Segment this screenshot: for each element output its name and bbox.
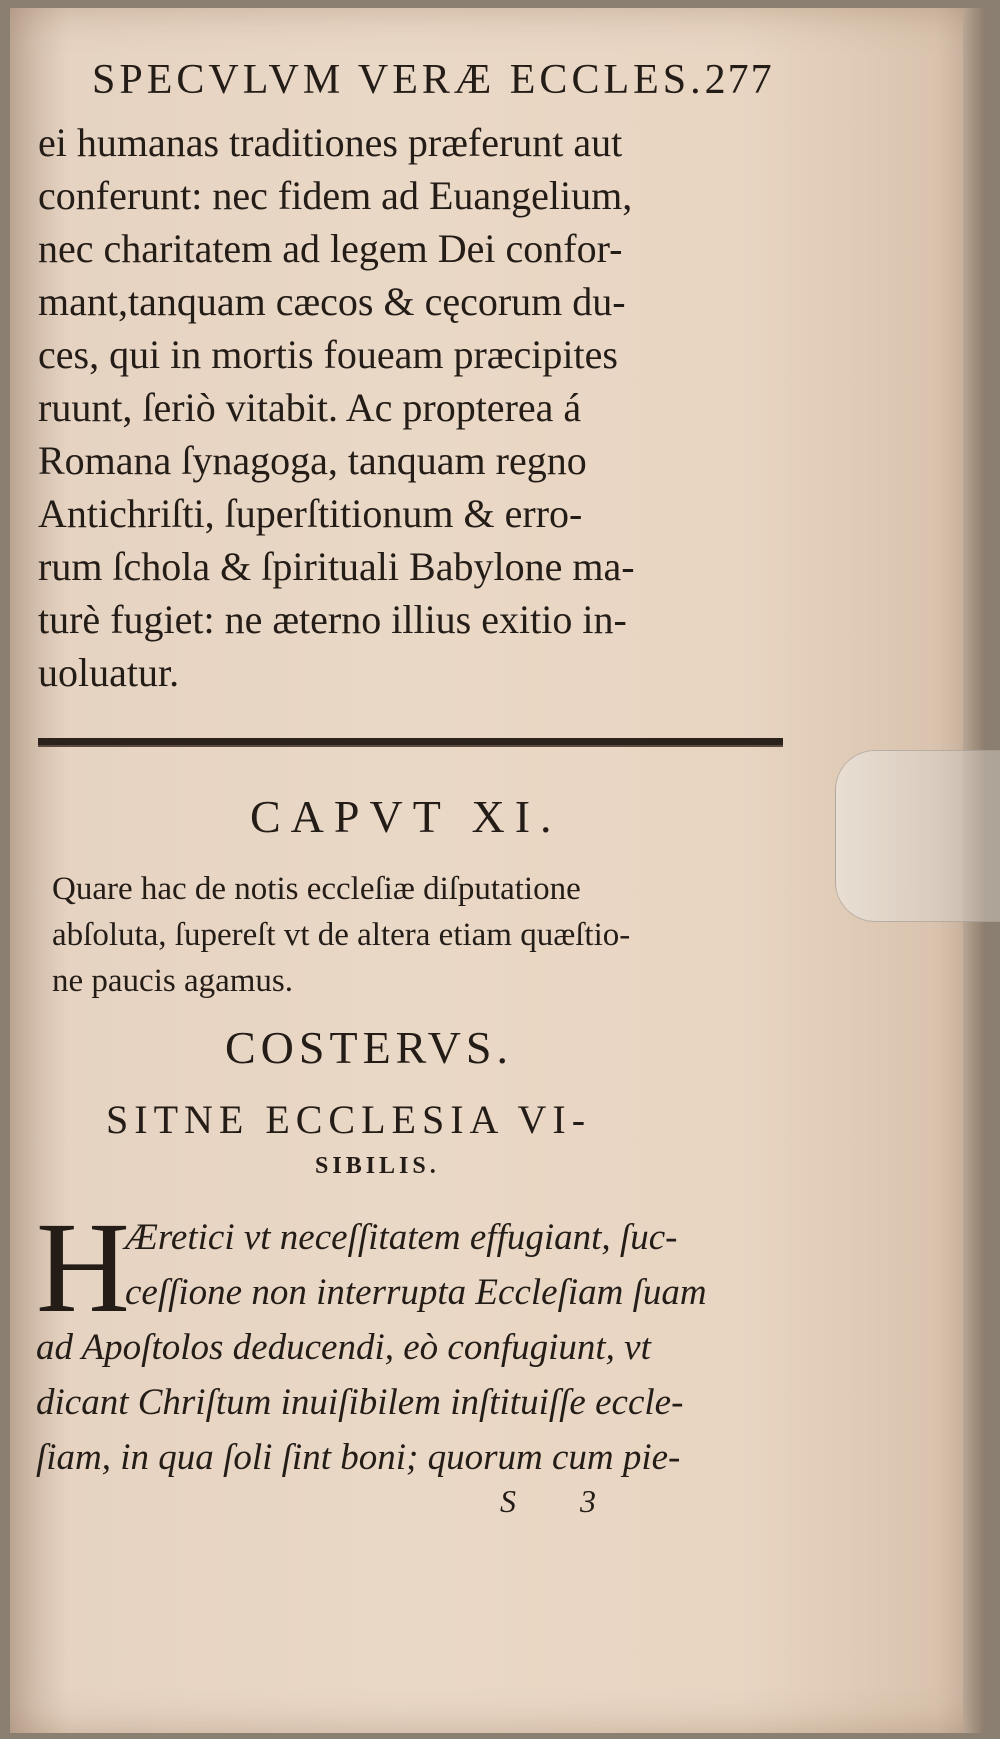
- italic-line: ad Apoſtolos deducendi, eò confugiunt, vt: [36, 1327, 651, 1368]
- body-line: rum ſchola & ſpirituali Babylone ma-: [38, 544, 635, 589]
- speaker-heading: COSTERVS.: [225, 1022, 513, 1073]
- body-line: turè fugiet: ne æterno illius exitio in-: [38, 597, 627, 642]
- summary-line: Quare hac de notis eccleſiæ diſputatione: [52, 871, 581, 907]
- running-head-title: SPECVLVM VERÆ ECCLES.: [92, 57, 705, 103]
- running-head: [92, 56, 774, 104]
- body-line: uoluatur.: [38, 650, 180, 695]
- italic-line: Æretici vt neceſſitatem effugiant, ſuc-: [125, 1217, 678, 1258]
- body-line: conferunt: nec fidem ad Euangelium,: [38, 173, 633, 218]
- drop-capital: H: [36, 1196, 130, 1340]
- summary-line: ne paucis agamus.: [52, 963, 294, 999]
- body-line: ei humanas traditiones præferunt aut: [38, 120, 623, 165]
- body-line: mant,tanquam cæcos & cęcorum du-: [38, 279, 626, 324]
- question-heading: SITNE ECCLESIA VI-: [106, 1097, 592, 1142]
- body-line: ruunt, ſeriò vitabit. Ac propterea á: [38, 385, 582, 430]
- body-line: Antichriſti, ſuperſtitionum & erro-: [38, 491, 583, 536]
- signature-mark: S 3: [500, 1483, 624, 1519]
- page-number: 277: [704, 57, 774, 103]
- chapter-heading: CAPVT XI.: [250, 791, 562, 842]
- question-heading-continued: SIBILIS.: [315, 1153, 440, 1179]
- italic-line: ceſſione non interrupta Eccleſiam ſuam: [125, 1272, 707, 1313]
- italic-line: dicant Chriſtum inuiſibilem inſtituiſſe eccle-: [36, 1382, 684, 1423]
- body-line: ces, qui in mortis foueam præcipites: [38, 332, 618, 377]
- summary-line: abſoluta, ſupereſt vt de altera etiam quæſtio-: [52, 917, 631, 953]
- body-line: nec charitatem ad legem Dei confor-: [38, 226, 623, 271]
- section-rule: [38, 738, 783, 747]
- page-tab-marker: [835, 750, 1000, 922]
- body-line: Romana ſynagoga, tanquam regno: [38, 438, 587, 483]
- italic-line: ſiam, in qua ſoli ſint boni; quorum cum pie-: [36, 1437, 681, 1478]
